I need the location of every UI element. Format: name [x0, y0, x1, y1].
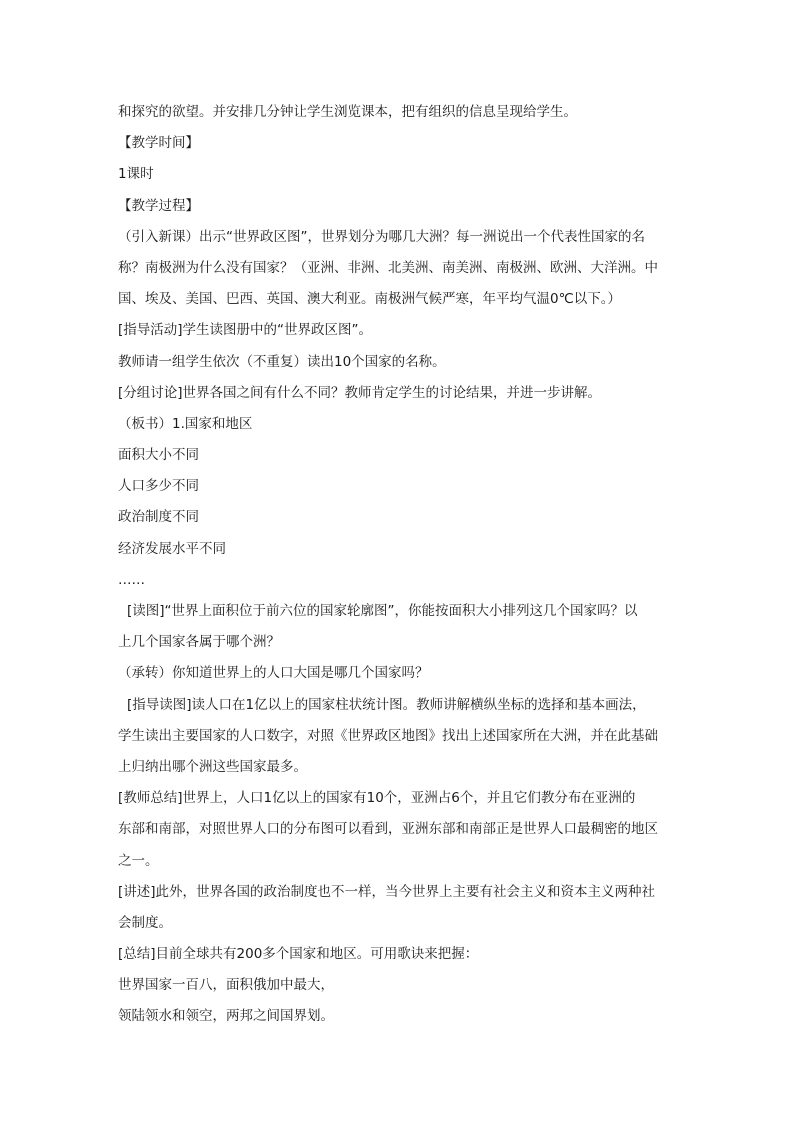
text-line: 政治制度不同	[118, 509, 199, 526]
text-line: 教师请一组学生依次（不重复）读出10个国家的名称。	[118, 353, 446, 370]
text-line: [读图]“世界上面积位于前六位的国家轮廓图”，你能按面积大小排列这几个国家吗？以	[127, 603, 638, 619]
text-line: [指导活动]学生读图册中的“世界政区图”。	[118, 322, 373, 339]
text-line: 面积大小不同	[118, 447, 199, 464]
text-line: 【教学过程】	[118, 197, 199, 214]
text-line: 上几个国家各属于哪个洲？	[118, 634, 280, 651]
text-line: 之一。	[118, 852, 159, 869]
text-line: [分组讨论]世界各国之间有什么不同？教师肯定学生的讨论结果，并进一步讲解。	[118, 384, 602, 401]
text-line: 世界国家一百八，面积俄加中最大，	[118, 977, 334, 994]
text-line: 领陆领水和领空，两邦之间国界划。	[118, 1008, 334, 1025]
text-line: 称？南极洲为什么没有国家？（亚洲、非洲、北美洲、南美洲、南极洲、欧洲、大洋洲。中	[118, 259, 658, 276]
document-body	[118, 101, 678, 1037]
text-line: 经济发展水平不同	[118, 540, 226, 557]
text-line: [总结]目前全球共有200多个国家和地区。可用歌诀来把握：	[118, 946, 479, 963]
text-line: （板书）1.国家和地区	[118, 415, 253, 432]
text-line: 学生读出主要国家的人口数字，对照《世界政区地图》找出上述国家所在大洲，并在此基础	[118, 727, 658, 744]
text-line: [教师总结]世界上，人口1亿以上的国家有10个，亚洲占6个，并且它们教分布在亚洲的	[118, 790, 636, 807]
text-line: ……	[118, 571, 145, 588]
text-line: 东部和南部，对照世界人口的分布图可以看到，亚洲东部和南部正是世界人口最稠密的地区	[118, 821, 658, 838]
text-line: 和探究的欲望。并安排几分钟让学生浏览课本，把有组织的信息呈现给学生。	[118, 104, 577, 120]
text-line: 国、埃及、美国、巴西、英国、澳大利亚。南极洲气候严寒，年平均气温0℃以下。）	[118, 291, 621, 308]
text-line: （引入新课）出示“世界政区图”，世界划分为哪几大洲？每一洲说出一个代表性国家的名	[118, 228, 645, 245]
text-line: [指导读图]读人口在1亿以上的国家柱状统计图。教师讲解横纵坐标的选择和基本画法，	[127, 696, 646, 713]
text-line: （承转）你知道世界上的人口大国是哪几个国家吗？	[118, 665, 429, 682]
text-line: 【教学时间】	[118, 135, 199, 152]
text-line: 1课时	[118, 166, 154, 183]
text-line: 人口多少不同	[118, 478, 199, 495]
text-line: 会制度。	[118, 914, 172, 931]
text-line: [讲述]此外，世界各国的政治制度也不一样，当今世界上主要有社会主义和资本主义两种社	[118, 883, 656, 900]
text-line: 上归纳出哪个洲这些国家最多。	[118, 758, 307, 775]
